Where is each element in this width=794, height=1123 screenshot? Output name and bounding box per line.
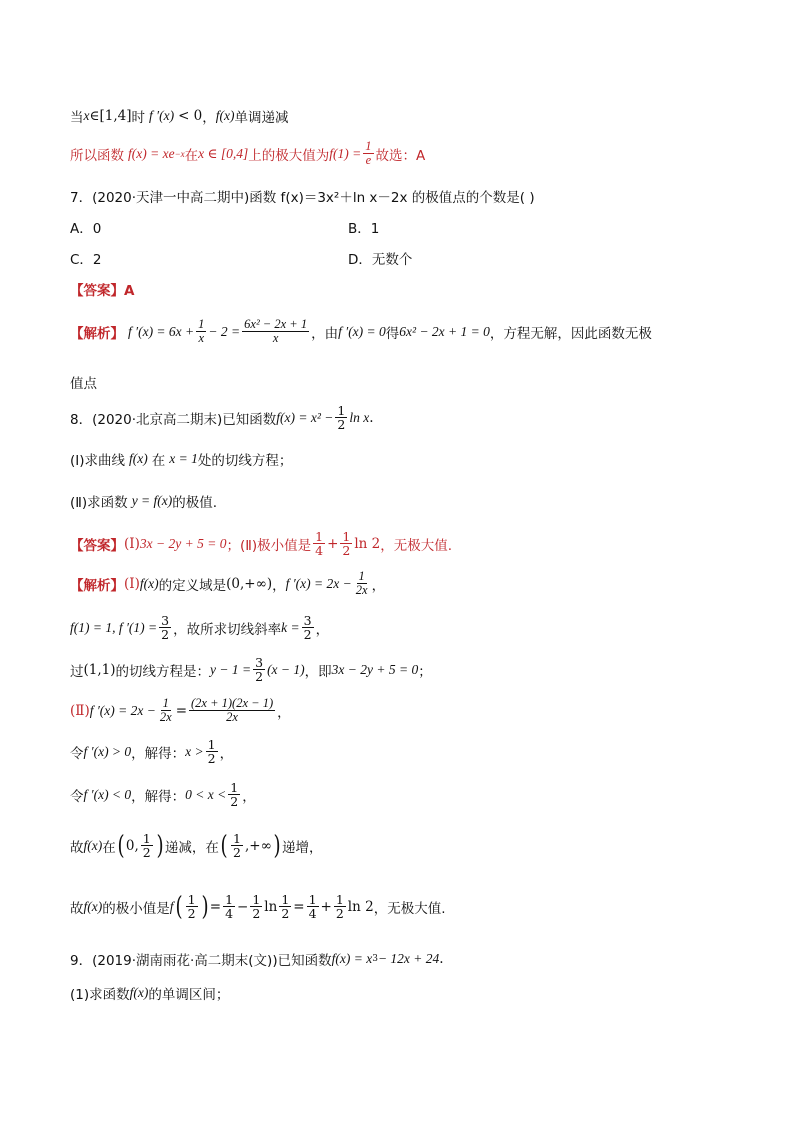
question-8-part-1: (Ⅰ)求曲线 f(x) 在 x = 1 处的切线方程；: [70, 451, 293, 469]
solution-8-line-8: 故 f(x) 的极小值是 f ( $\frac{1}{2}$ ) = $\frac{1}{4}$ − $\frac{1}{2}$ ln $\frac{1}{2}$ = $\frac{1}{4}$ + $\frac{1}{2}$ ln 2 ，无极大值.: [70, 891, 446, 922]
solution-8-line-7: 故 f(x) 在 ( 0, $\frac{1}{2}$ ) 递减，在 ( $\frac{1}{2}$ ,+∞ ) 递增，: [70, 830, 323, 861]
solution-8-line-3: 过 (1,1) 的切线方程是： y − 1 = $\frac{3}{2}$ (x − 1) ，即 3x − 2y + 5 = 0 ；: [70, 655, 432, 685]
question-8-part-2: (Ⅱ)求函数 y = f(x) 的极值.: [70, 493, 218, 511]
solution-8-line-2: f(1) = 1, f ′(1) = $\frac{3}{2}$ ，故所求切线斜率 k = $\frac{3}{2}$ ，: [70, 613, 330, 643]
question-9-part-1: (1)求函数 f(x) 的单调区间；: [70, 985, 230, 1003]
solution-7-continued: 值点: [70, 376, 97, 392]
q7-option-d: D．无数个: [348, 252, 413, 268]
question-9: 9．(2019·湖南雨花·高二期末(文))已知函数 f(x) = x 3 − 12x + 24 .: [70, 951, 444, 969]
solution-8-line-4: (Ⅱ) f ′(x) = 2x − $\frac{1}{2x}$ = $\frac{(2x + 1)(2x - 1)}{2x}$ ，: [70, 696, 291, 725]
line-max-value-conclusion: 所以函数 f(x) = xe −x 在 x ∈ [0,4] 上的极大值为 f(1) = $\frac{1}{e}$ 故选：A: [70, 139, 426, 168]
answer-7: 【答案】A: [70, 283, 135, 299]
solution-8-line-1: 【解析】 (Ⅰ) f(x) 的定义域是 (0,+∞) ， f ′(x) = 2x − $\frac{1}{2x}$ ，: [70, 569, 386, 598]
question-7: 7．(2020·天津一中高二期中)函数 f(x)＝3x²＋ln x－2x 的极值点的个数是( ): [70, 190, 535, 206]
fraction-1-over-e: $\frac{1}{e}$: [365, 139, 372, 168]
question-8: 8．(2020·北京高二期末)已知函数 f(x) = x² − $\frac{1}{2}$ ln x .: [70, 403, 374, 433]
answer-8: 【答案】 (Ⅰ) 3x − 2y + 5 = 0 ；(Ⅱ)极小值是 $\frac{1}{4}$ + $\frac{1}{2}$ ln 2 ，无极大值.: [70, 529, 453, 559]
q7-option-c: C．2: [70, 252, 102, 268]
solution-7: 【解析】 f ′(x) = 6x + $\frac{1}{x}$ − 2 = $\frac{\text{6x² − 2x + 1}}{x}$ ，由 f ′(x) = 0 得 6x² − 2x + 1 = 0 ，方程无解，因此函数无极: [70, 317, 652, 346]
solution-8-line-5: 令 f ′(x) > 0 ，解得： x > $\frac{1}{2}$ ，: [70, 737, 234, 767]
q7-option-b: B．1: [348, 221, 380, 237]
q7-option-a: A．0: [70, 221, 102, 237]
line-monotonic-decrease: 当 x ∈ [1,4] 时 f ′(x) < 0 ， f(x) 单调递减: [70, 108, 289, 126]
solution-8-line-6: 令 f ′(x) < 0 ，解得： 0 < x < $\frac{1}{2}$ ，: [70, 780, 256, 810]
